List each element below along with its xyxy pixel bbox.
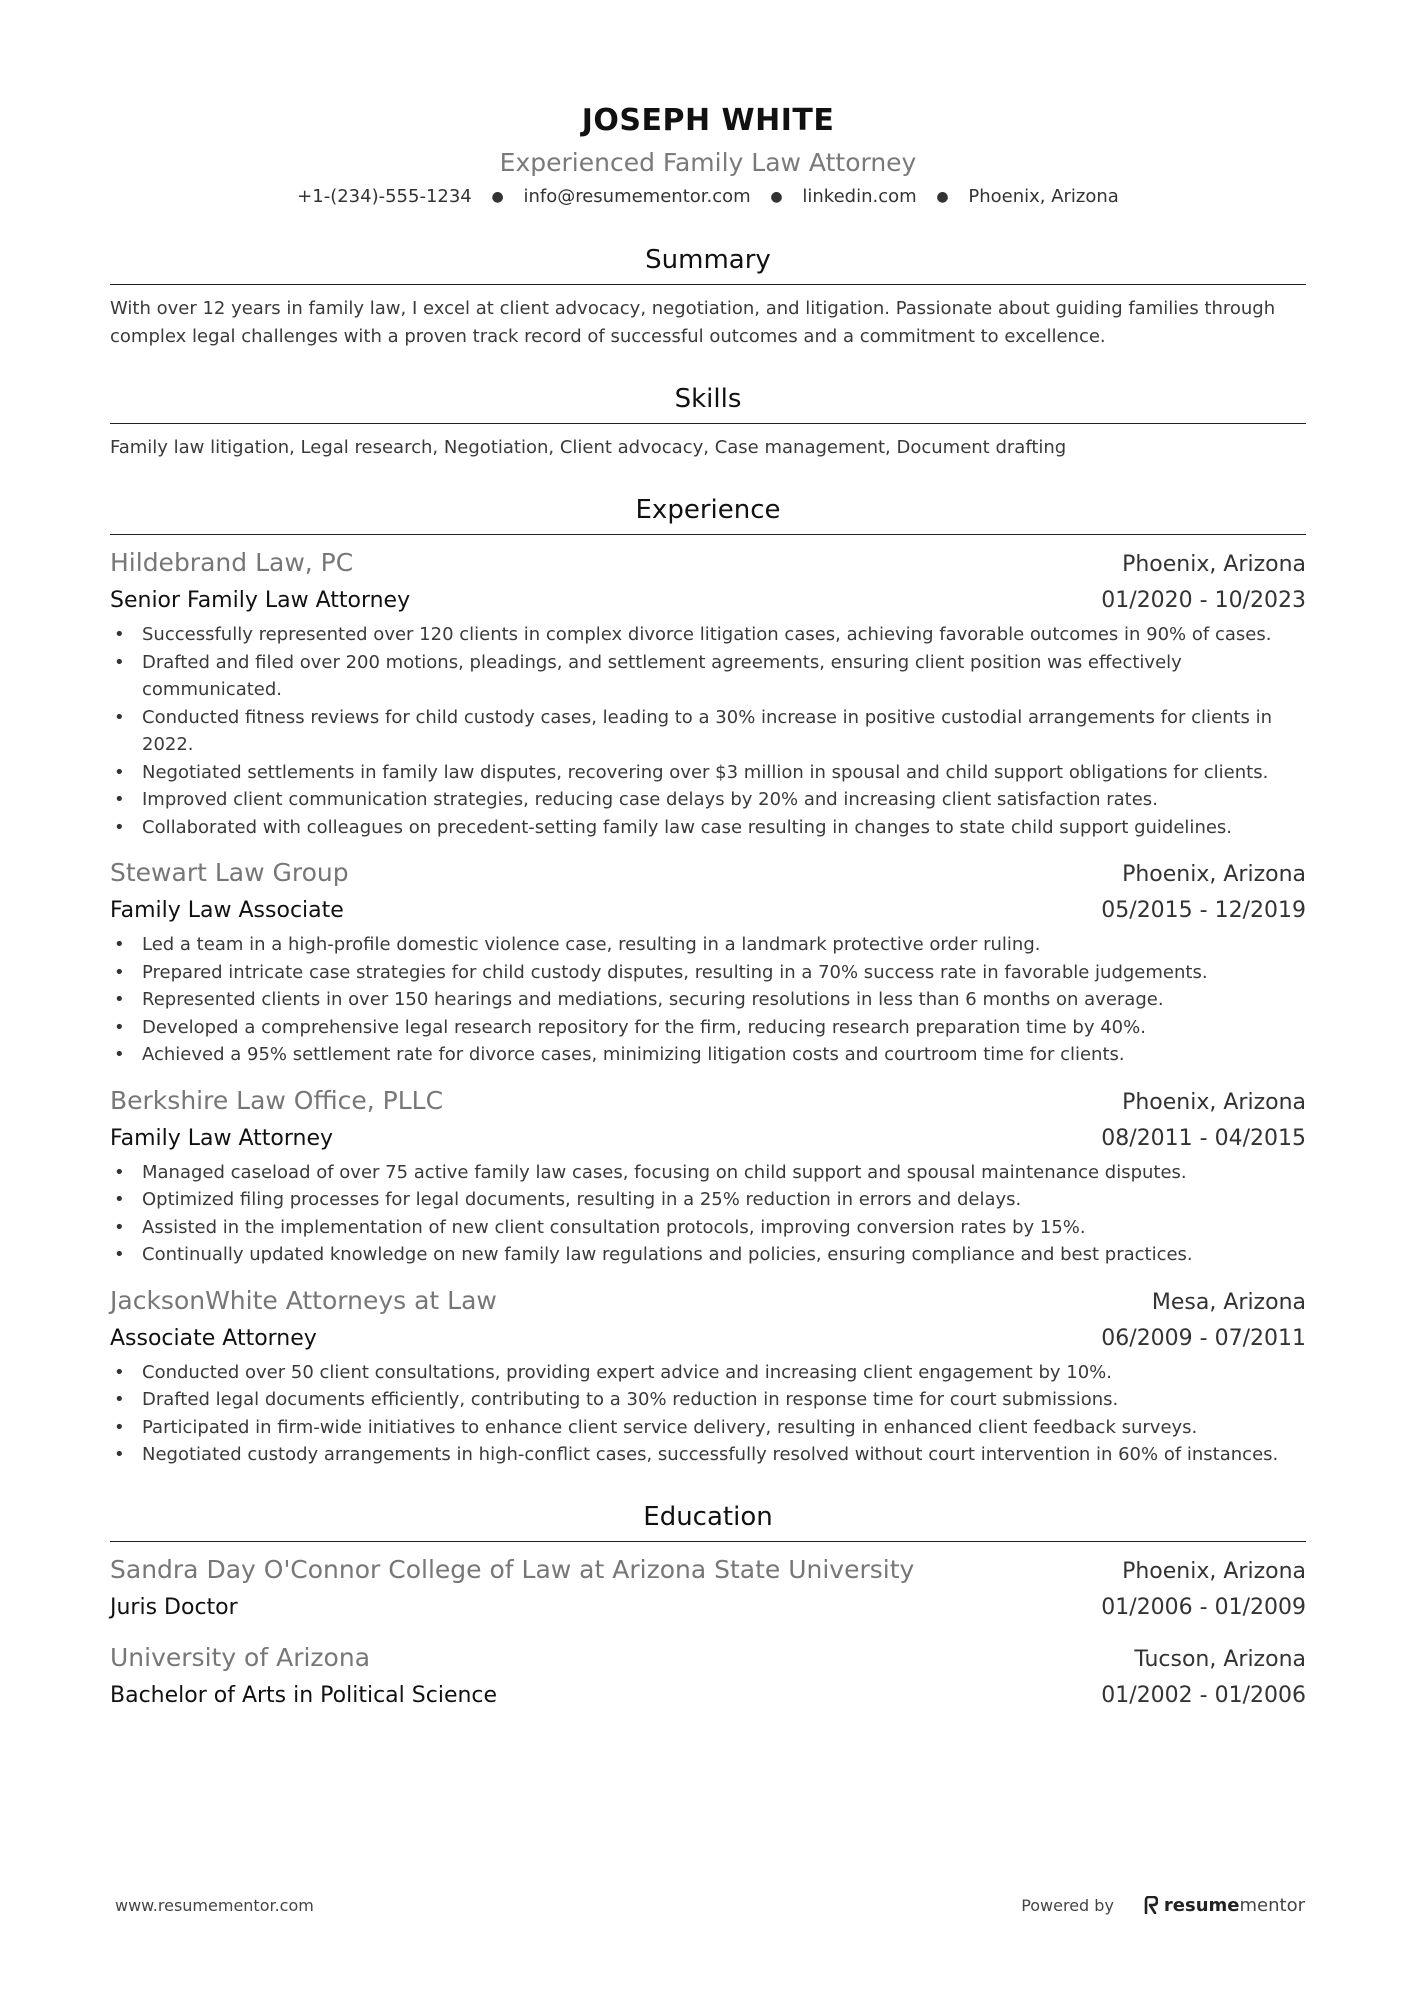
achievement-list (110, 1359, 1306, 1469)
school-name: Sandra Day O'Connor College of Law at Arizona State University (110, 1554, 915, 1584)
entry-location: Mesa, Arizona (1151, 1289, 1306, 1315)
entry-subheader-row (110, 1678, 1306, 1714)
company-name: Stewart Law Group (110, 858, 349, 887)
separator-dot: ● (770, 189, 783, 205)
experience-entry (110, 1283, 1306, 1469)
job-title: Family Law Attorney (110, 1125, 334, 1151)
job-title: Senior Family Law Attorney (110, 588, 411, 613)
summary-text: With over 12 years in family law, I excel at client advocacy, negotiation, and litigation. Passionate about guiding families through complex legal challenges with a proven track record of successful outcomes and a commitment to excellence. (110, 298, 1276, 347)
education-section (110, 1499, 1306, 1714)
experience-entry (110, 855, 1306, 1069)
achievement-item: • Managed caseload of over 75 active family law cases, focusing on child support and spousal maintenance disputes. (110, 1159, 1306, 1187)
logo-mark-icon (1144, 1896, 1158, 1914)
separator-dot: ● (491, 189, 504, 205)
achievement-item: • Optimized filing processes for legal documents, resulting in a 25% reduction in errors and delays. (110, 1186, 1306, 1214)
achievement-item: • Participated in firm-wide initiatives to enhance client service delivery, resulting in enhanced client feedback surveys. (110, 1414, 1306, 1442)
entry-dates: 06/2009 - 07/2011 (1101, 1325, 1306, 1351)
summary-section (110, 242, 1306, 351)
section-heading: Summary (110, 242, 1306, 285)
entry-subheader-row (110, 893, 1306, 929)
entry-dates: 01/2002 - 01/2006 (1101, 1682, 1306, 1708)
company-name: JacksonWhite Attorneys at Law (110, 1285, 497, 1315)
entry-subheader-row (110, 583, 1306, 619)
achievement-item: • Conducted over 50 client consultations, providing expert advice and increasing client engagement by 10%. (110, 1359, 1306, 1387)
achievement-item: • Improved client communication strategies, reducing case delays by 20% and increasing client satisfaction rates. (110, 786, 1306, 814)
achievement-list (110, 1159, 1306, 1269)
entry-subheader-row (110, 1321, 1306, 1357)
experience-entry (110, 545, 1306, 841)
achievement-item: • Successfully represented over 120 clients in complex divorce litigation cases, achieving favorable outcomes in 90% of cases. (110, 621, 1306, 649)
footer-branding (1021, 1895, 1305, 1916)
achievement-item: • Collaborated with colleagues on precedent-setting family law case resulting in changes to state child support guidelines. (110, 814, 1306, 842)
achievement-item: • Conducted fitness reviews for child custody cases, leading to a 30% increase in positive custodial arrangements for clients in 2022. (110, 704, 1306, 759)
footer-website[interactable]: www.resumementor.com (115, 1895, 314, 1915)
contact-location: Phoenix, Arizona (968, 186, 1119, 207)
job-title: Family Law Associate (110, 898, 344, 923)
powered-by-label: Powered by (1021, 1895, 1114, 1915)
achievement-list (110, 621, 1306, 841)
entry-subheader-row (110, 1590, 1306, 1626)
candidate-name: JOSEPH WHITE (581, 103, 835, 138)
entry-location: Phoenix, Arizona (1122, 552, 1306, 577)
entry-header-row (110, 855, 1306, 893)
achievement-item: • Drafted and filed over 200 motions, pleadings, and settlement agreements, ensuring client position was effectively communicated. (110, 649, 1306, 704)
entry-dates: 01/2006 - 01/2009 (1101, 1594, 1306, 1620)
entry-header-row (110, 1283, 1306, 1321)
achievement-item: • Prepared intricate case strategies for child custody disputes, resulting in a 70% success rate in favorable judgements. (110, 959, 1306, 987)
achievement-item: • Represented clients in over 150 hearings and mediations, securing resolutions in less than 6 months on average. (110, 986, 1306, 1014)
experience-entry (110, 1083, 1306, 1269)
education-entry (110, 1640, 1306, 1714)
entry-subheader-row (110, 1121, 1306, 1157)
education-entry (110, 1552, 1306, 1626)
entry-dates: 01/2020 - 10/2023 (1101, 588, 1306, 613)
logo-text-bold: resume (1163, 1894, 1240, 1916)
entry-header-row (110, 1552, 1306, 1590)
job-title: Associate Attorney (110, 1325, 317, 1351)
achievement-item: • Negotiated custody arrangements in high-conflict cases, successfully resolved without court intervention in 60% of instances. (110, 1441, 1306, 1469)
entry-location: Tucson, Arizona (1134, 1646, 1306, 1672)
skills-section (110, 381, 1306, 462)
achievement-item: • Continually updated knowledge on new family law regulations and policies, ensuring compliance and best practices. (110, 1241, 1306, 1269)
contact-line (110, 182, 1306, 212)
achievement-item: • Led a team in a high-profile domestic violence case, resulting in a landmark protective order ruling. (110, 931, 1306, 959)
entry-location: Phoenix, Arizona (1122, 1089, 1306, 1115)
section-heading: Education (110, 1499, 1306, 1542)
school-name: University of Arizona (110, 1642, 371, 1672)
logo-text-light: mentor (1239, 1894, 1305, 1916)
experience-list (110, 545, 1306, 1469)
achievement-list (110, 931, 1306, 1069)
achievement-item: • Achieved a 95% settlement rate for divorce cases, minimizing litigation costs and courtroom time for clients. (110, 1041, 1306, 1069)
section-heading: Experience (110, 492, 1306, 535)
achievement-item: • Drafted legal documents efficiently, contributing to a 30% reduction in response time for court submissions. (110, 1386, 1306, 1414)
experience-section (110, 492, 1306, 1469)
entry-header-row (110, 545, 1306, 583)
contact-email[interactable]: info@resumementor.com (523, 186, 751, 207)
candidate-title: Experienced Family Law Attorney (499, 148, 917, 177)
entry-location: Phoenix, Arizona (1122, 1558, 1306, 1584)
separator-dot: ● (936, 189, 949, 205)
contact-linkedin[interactable]: linkedin.com (802, 186, 917, 207)
education-list (110, 1552, 1306, 1714)
page-footer (115, 1890, 1305, 1920)
entry-location: Phoenix, Arizona (1122, 862, 1306, 887)
resume-header (110, 96, 1306, 212)
entry-header-row (110, 1083, 1306, 1121)
degree: Juris Doctor (110, 1594, 238, 1620)
resumementor-logo[interactable] (1144, 1895, 1305, 1916)
entry-dates: 08/2011 - 04/2015 (1101, 1125, 1306, 1151)
entry-header-row (110, 1640, 1306, 1678)
skills-text: Family law litigation, Legal research, Negotiation, Client advocacy, Case management, Document drafting (110, 437, 1067, 458)
degree: Bachelor of Arts in Political Science (110, 1682, 498, 1708)
achievement-item: • Negotiated settlements in family law disputes, recovering over $3 million in spousal and child support obligations for clients. (110, 759, 1306, 787)
achievement-item: • Developed a comprehensive legal research repository for the firm, reducing research preparation time by 40%. (110, 1014, 1306, 1042)
resume-page (110, 96, 1306, 1714)
achievement-item: • Assisted in the implementation of new client consultation protocols, improving conversion rates by 15%. (110, 1214, 1306, 1242)
section-heading: Skills (110, 381, 1306, 424)
company-name: Hildebrand Law, PC (110, 548, 354, 577)
company-name: Berkshire Law Office, PLLC (110, 1085, 444, 1115)
contact-phone: +1-(234)-555-1234 (297, 186, 472, 207)
entry-dates: 05/2015 - 12/2019 (1101, 898, 1306, 923)
